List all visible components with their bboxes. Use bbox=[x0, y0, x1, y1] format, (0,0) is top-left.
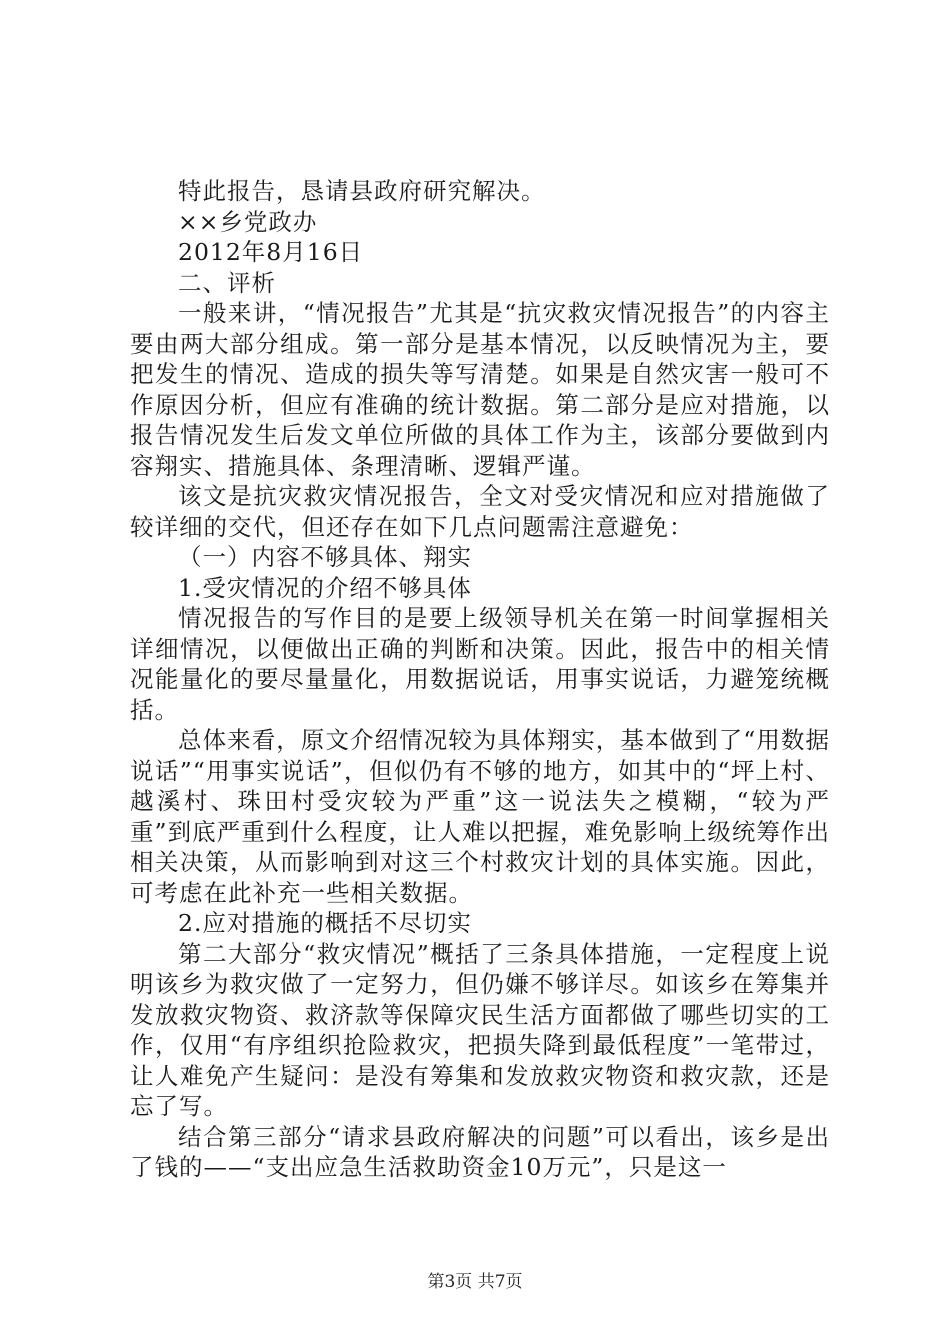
paragraph-report-purpose: 情况报告的写作目的是要上级领导机关在第一时间掌握相关详细情况，以便做出正确的判断和决策。因此，报告中的相关情况能量化的要尽量量化，用数据说话，用事实说话，力避笼统概括。 bbox=[130, 604, 830, 724]
section-heading-analysis: 二、评析 bbox=[178, 268, 276, 297]
issue-date: 2012年8月16日 bbox=[178, 238, 364, 266]
subheading-content: （一）内容不够具体、翔实 bbox=[178, 543, 472, 571]
subheading-disaster-intro: 1.受灾情况的介绍不够具体 bbox=[178, 573, 472, 602]
subheading-measures: 2.应对措施的概括不尽切实 bbox=[178, 909, 472, 937]
paragraph-third-part: 结合第三部分“请求县政府解决的问题”可以看出，该乡是出了钱的——“支出应急生活救助资金10万元”，只是这一 bbox=[130, 1122, 830, 1181]
paragraph-overall-view: 总体来看，原文介绍情况较为具体翔实，基本做到了“用数据说话”“用事实说话”，但似仍有不够的地方，如其中的“坪上村、越溪村、珠田村受灾较为严重”这一说法失之模糊，“较为严重”到底严重到什么程度，让人难以把握，难免影响上级统筹作出相关决策，从而影响到对这三个村救灾计划的具体实施。因此，可考虑在此补充一些相关数据。 bbox=[130, 726, 830, 907]
closing-request: 特此报告，恳请县政府研究解决。 bbox=[178, 177, 546, 205]
document-body bbox=[130, 176, 830, 1183]
paragraph-overview: 该文是抗灾救灾情况报告，全文对受灾情况和应对措施做了较详细的交代，但还存在如下几点问题需注意避免： bbox=[130, 482, 830, 541]
issuing-office: ××乡党政办 bbox=[178, 207, 318, 236]
paragraph-second-part: 第二大部分“救灾情况”概括了三条具体措施，一定程度上说明该乡为救灾做了一定努力，但仍嫌不够详尽。如该乡在筹集并发放救灾物资、救济款等保障灾民生活方面都做了哪些切实的工作，仅用“有序组织抢险救灾，把损失降到最低程度”一笔带过，让人难免产生疑问：是没有筹集和发放救灾物资和救灾款，还是忘了写。 bbox=[130, 939, 830, 1120]
paragraph-general: 一般来讲，“情况报告”尤其是“抗灾救灾情况报告”的内容主要由两大部分组成。第一部分是基本情况，以反映情况为主，要把发生的情况、造成的损失等写清楚。如果是自然灾害一般可不作原因分析，但应有准确的统计数据。第二部分是应对措施，以报告情况发生后发文单位所做的具体工作为主，该部分要做到内容翔实、措施具体、条理清晰、逻辑严谨。 bbox=[130, 299, 830, 480]
page-footer: 第3页 共7页 bbox=[427, 1272, 523, 1292]
